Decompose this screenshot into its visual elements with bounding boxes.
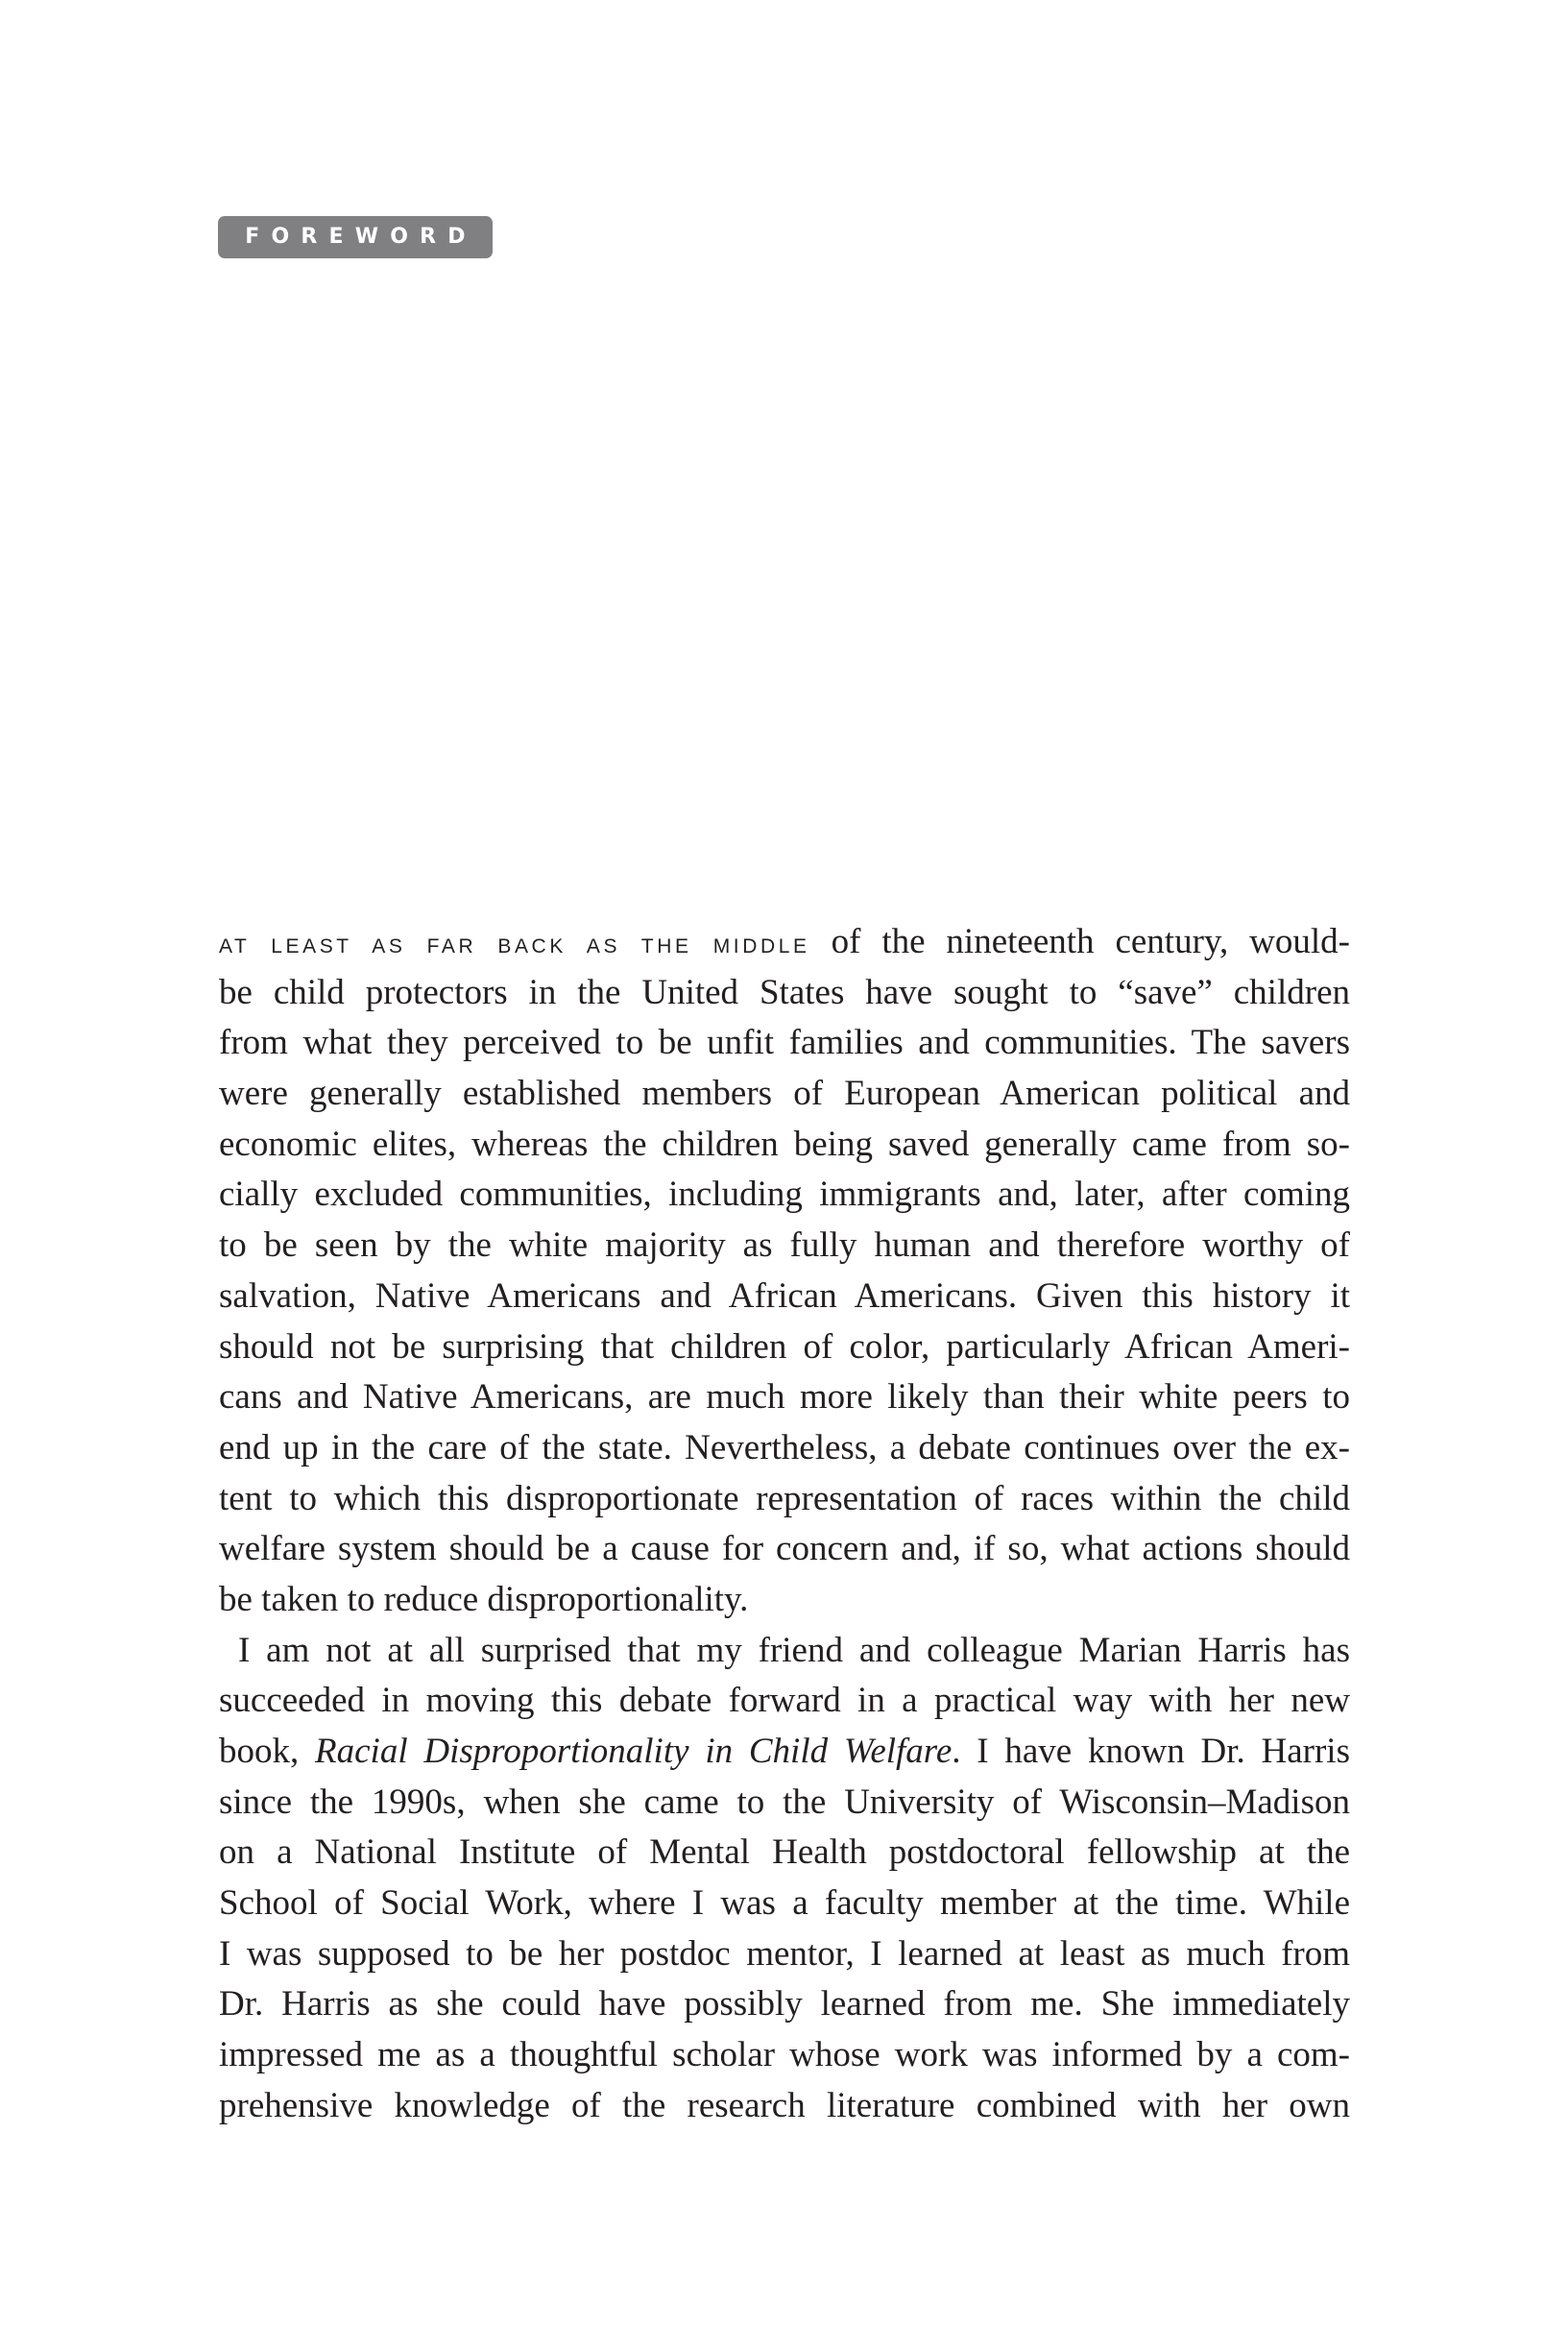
text-line: should not be surprising that children of color, particularly African Ameri- [219, 1326, 1350, 1367]
text-line: cans and Native Americans, are much more likely than their white peers to [219, 1377, 1350, 1418]
book-title: Racial Disproportionality in Child Welfare [315, 1732, 953, 1771]
text-line: book, Racial Disproportionality in Child Welfare. I have known Dr. Harris [219, 1732, 1350, 1771]
paragraph-2 [219, 1626, 1350, 2132]
text-line: to be seen by the white majority as fully human and therefore worthy of [219, 1225, 1350, 1266]
text-line: cially excluded communities, including immigrants and, later, after coming [219, 1175, 1350, 1215]
text-line: welfare system should be a cause for concern and, if so, what actions should [219, 1529, 1350, 1569]
text-line: prehensive knowledge of the research literature combined with her own [219, 2085, 1350, 2125]
paragraph-1 [219, 917, 1350, 1626]
text-line: be taken to reduce disproportionality. [219, 1579, 749, 1619]
text-line: impressed me as a thoughtful scholar whose work was informed by a com- [219, 2035, 1350, 2075]
text-line: be child protectors in the United States have sought to “save” children [219, 972, 1350, 1012]
text-line: end up in the care of the state. Nevertheless, a debate continues over the ex- [219, 1427, 1350, 1467]
lead-in-small-caps: AT LEAST AS FAR BACK AS THE MIDDLE [219, 935, 810, 958]
text-line: salvation, Native Americans and African Americans. Given this history it [219, 1275, 1350, 1316]
text-line: economic elites, whereas the children being saved generally came from so- [219, 1124, 1350, 1164]
text-line: from what they perceived to be unfit families and communities. The savers [219, 1023, 1350, 1063]
text-line: succeeded in moving this debate forward in a practical way with her new [219, 1681, 1350, 1721]
foreword-body [219, 917, 1350, 2132]
text-line: I was supposed to be her postdoc mentor, I learned at least as much from [219, 1933, 1350, 1974]
text-line: Dr. Harris as she could have possibly learned from me. She immediately [219, 1984, 1350, 2025]
text-line: were generally established members of European American political and [219, 1074, 1350, 1114]
text-line: tent to which this disproportionate representation of races within the child [219, 1478, 1350, 1518]
text-line: AT LEAST AS FAR BACK AS THE MIDDLE of the nineteenth century, would- [219, 922, 1350, 961]
text-line: I am not at all surprised that my friend and colleague Marian Harris has [238, 1630, 1350, 1670]
text-line: on a National Institute of Mental Health postdoctoral fellowship at the [219, 1832, 1350, 1873]
text-line: since the 1990s, when she came to the University of Wisconsin–Madison [219, 1782, 1350, 1822]
section-label-badge: FOREWORD [218, 216, 493, 258]
text-line: School of Social Work, where I was a faculty member at the time. While [219, 1883, 1350, 1924]
